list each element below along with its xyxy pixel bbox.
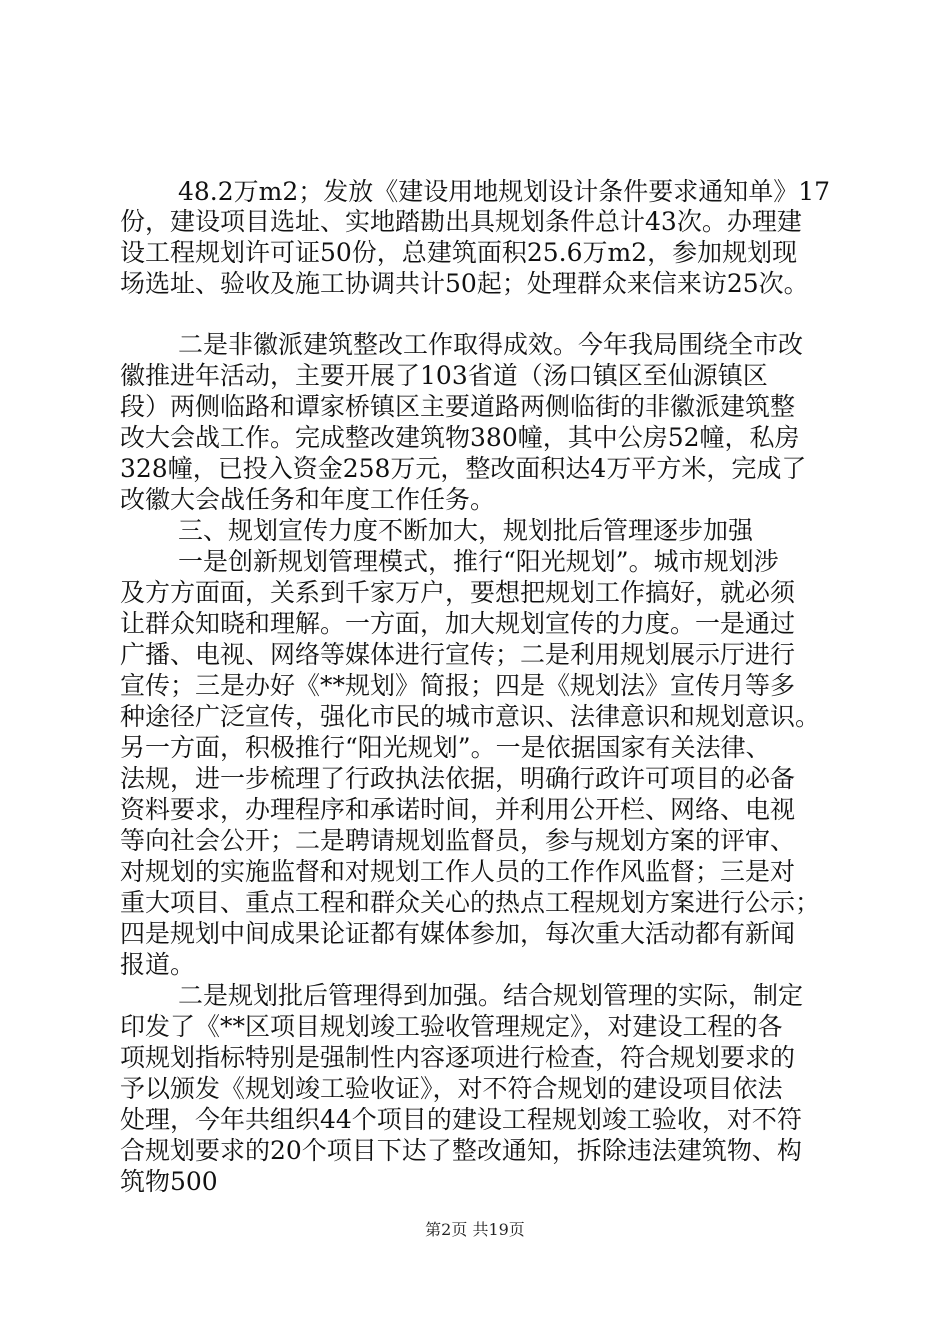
text-line: 宣传；三是办好《**规划》简报；四是《规划法》宣传月等多 <box>120 671 796 700</box>
text-line: 筑物500 <box>120 1167 218 1196</box>
text-line: 份，建设项目选址、实地踏勘出具规划条件总计43次。办理建 <box>120 207 802 236</box>
text-line: 项规划指标特别是强制性内容逐项进行检查，符合规划要求的 <box>120 1043 796 1072</box>
text-line: 改徽大会战任务和年度工作任务。 <box>120 485 496 514</box>
text-line: 予以颁发《规划竣工验收证》，对不符合规划的建设项目依法 <box>120 1074 783 1103</box>
text-line: 处理，今年共组织44个项目的建设工程规划竣工验收，对不符 <box>120 1105 802 1134</box>
text-line: 四是规划中间成果论证都有媒体参加，每次重大活动都有新闻 <box>120 919 796 948</box>
text-line: 改大会战工作。完成整改建筑物380幢，其中公房52幢，私房 <box>120 423 800 452</box>
text-line: 等向社会公开；二是聘请规划监督员，参与规划方案的评审、 <box>120 826 796 855</box>
text-line: 二是规划批后管理得到加强。结合规划管理的实际，制定 <box>178 981 804 1010</box>
text-line: 报道。 <box>120 950 196 979</box>
text-line: 广播、电视、网络等媒体进行宣传；二是利用规划展示厅进行 <box>120 640 796 669</box>
text-line: 对规划的实施监督和对规划工作人员的工作作风监督；三是对 <box>120 857 796 886</box>
text-line: 二是非徽派建筑整改工作取得成效。今年我局围绕全市改 <box>178 330 804 359</box>
text-line: 另一方面，积极推行“阳光规划”。一是依据国家有关法律、 <box>120 733 771 762</box>
text-line: 一是创新规划管理模式，推行“阳光规划”。城市规划涉 <box>178 547 779 576</box>
text-line: 合规划要求的20个项目下达了整改通知，拆除违法建筑物、构 <box>120 1136 802 1165</box>
text-line: 种途径广泛宣传，强化市民的城市意识、法律意识和规划意识。 <box>120 702 821 731</box>
text-line: 328幢，已投入资金258万元，整改面积达4万平方米，完成了 <box>120 454 807 483</box>
text-line: 让群众知晓和理解。一方面，加大规划宣传的力度。一是通过 <box>120 609 796 638</box>
text-line: 重大项目、重点工程和群众关心的热点工程规划方案进行公示； <box>120 888 821 917</box>
text-line: 场选址、验收及施工协调共计50起；处理群众来信来访25次。 <box>120 269 809 298</box>
page-footer: 第2页 共19页 <box>425 1220 525 1239</box>
text-line: 及方方面面，关系到千家万户，要想把规划工作搞好，就必须 <box>120 578 796 607</box>
text-line: 48.2万m2；发放《建设用地规划设计条件要求通知单》17 <box>178 177 831 206</box>
text-line: 法规，进一步梳理了行政执法依据，明确行政许可项目的必备 <box>120 764 796 793</box>
text-line: 徽推进年活动，主要开展了103省道（汤口镇区至仙源镇区 <box>120 361 768 390</box>
text-line: 印发了《**区项目规划竣工验收管理规定》，对建设工程的各 <box>120 1012 783 1041</box>
section-heading: 三、规划宣传力度不断加大，规划批后管理逐步加强 <box>178 516 754 545</box>
text-line: 资料要求，办理程序和承诺时间，并利用公开栏、网络、电视 <box>120 795 796 824</box>
text-line: 设工程规划许可证50份，总建筑面积25.6万m2，参加规划现 <box>120 238 798 267</box>
text-line: 段）两侧临路和谭家桥镇区主要道路两侧临街的非徽派建筑整 <box>120 392 796 421</box>
